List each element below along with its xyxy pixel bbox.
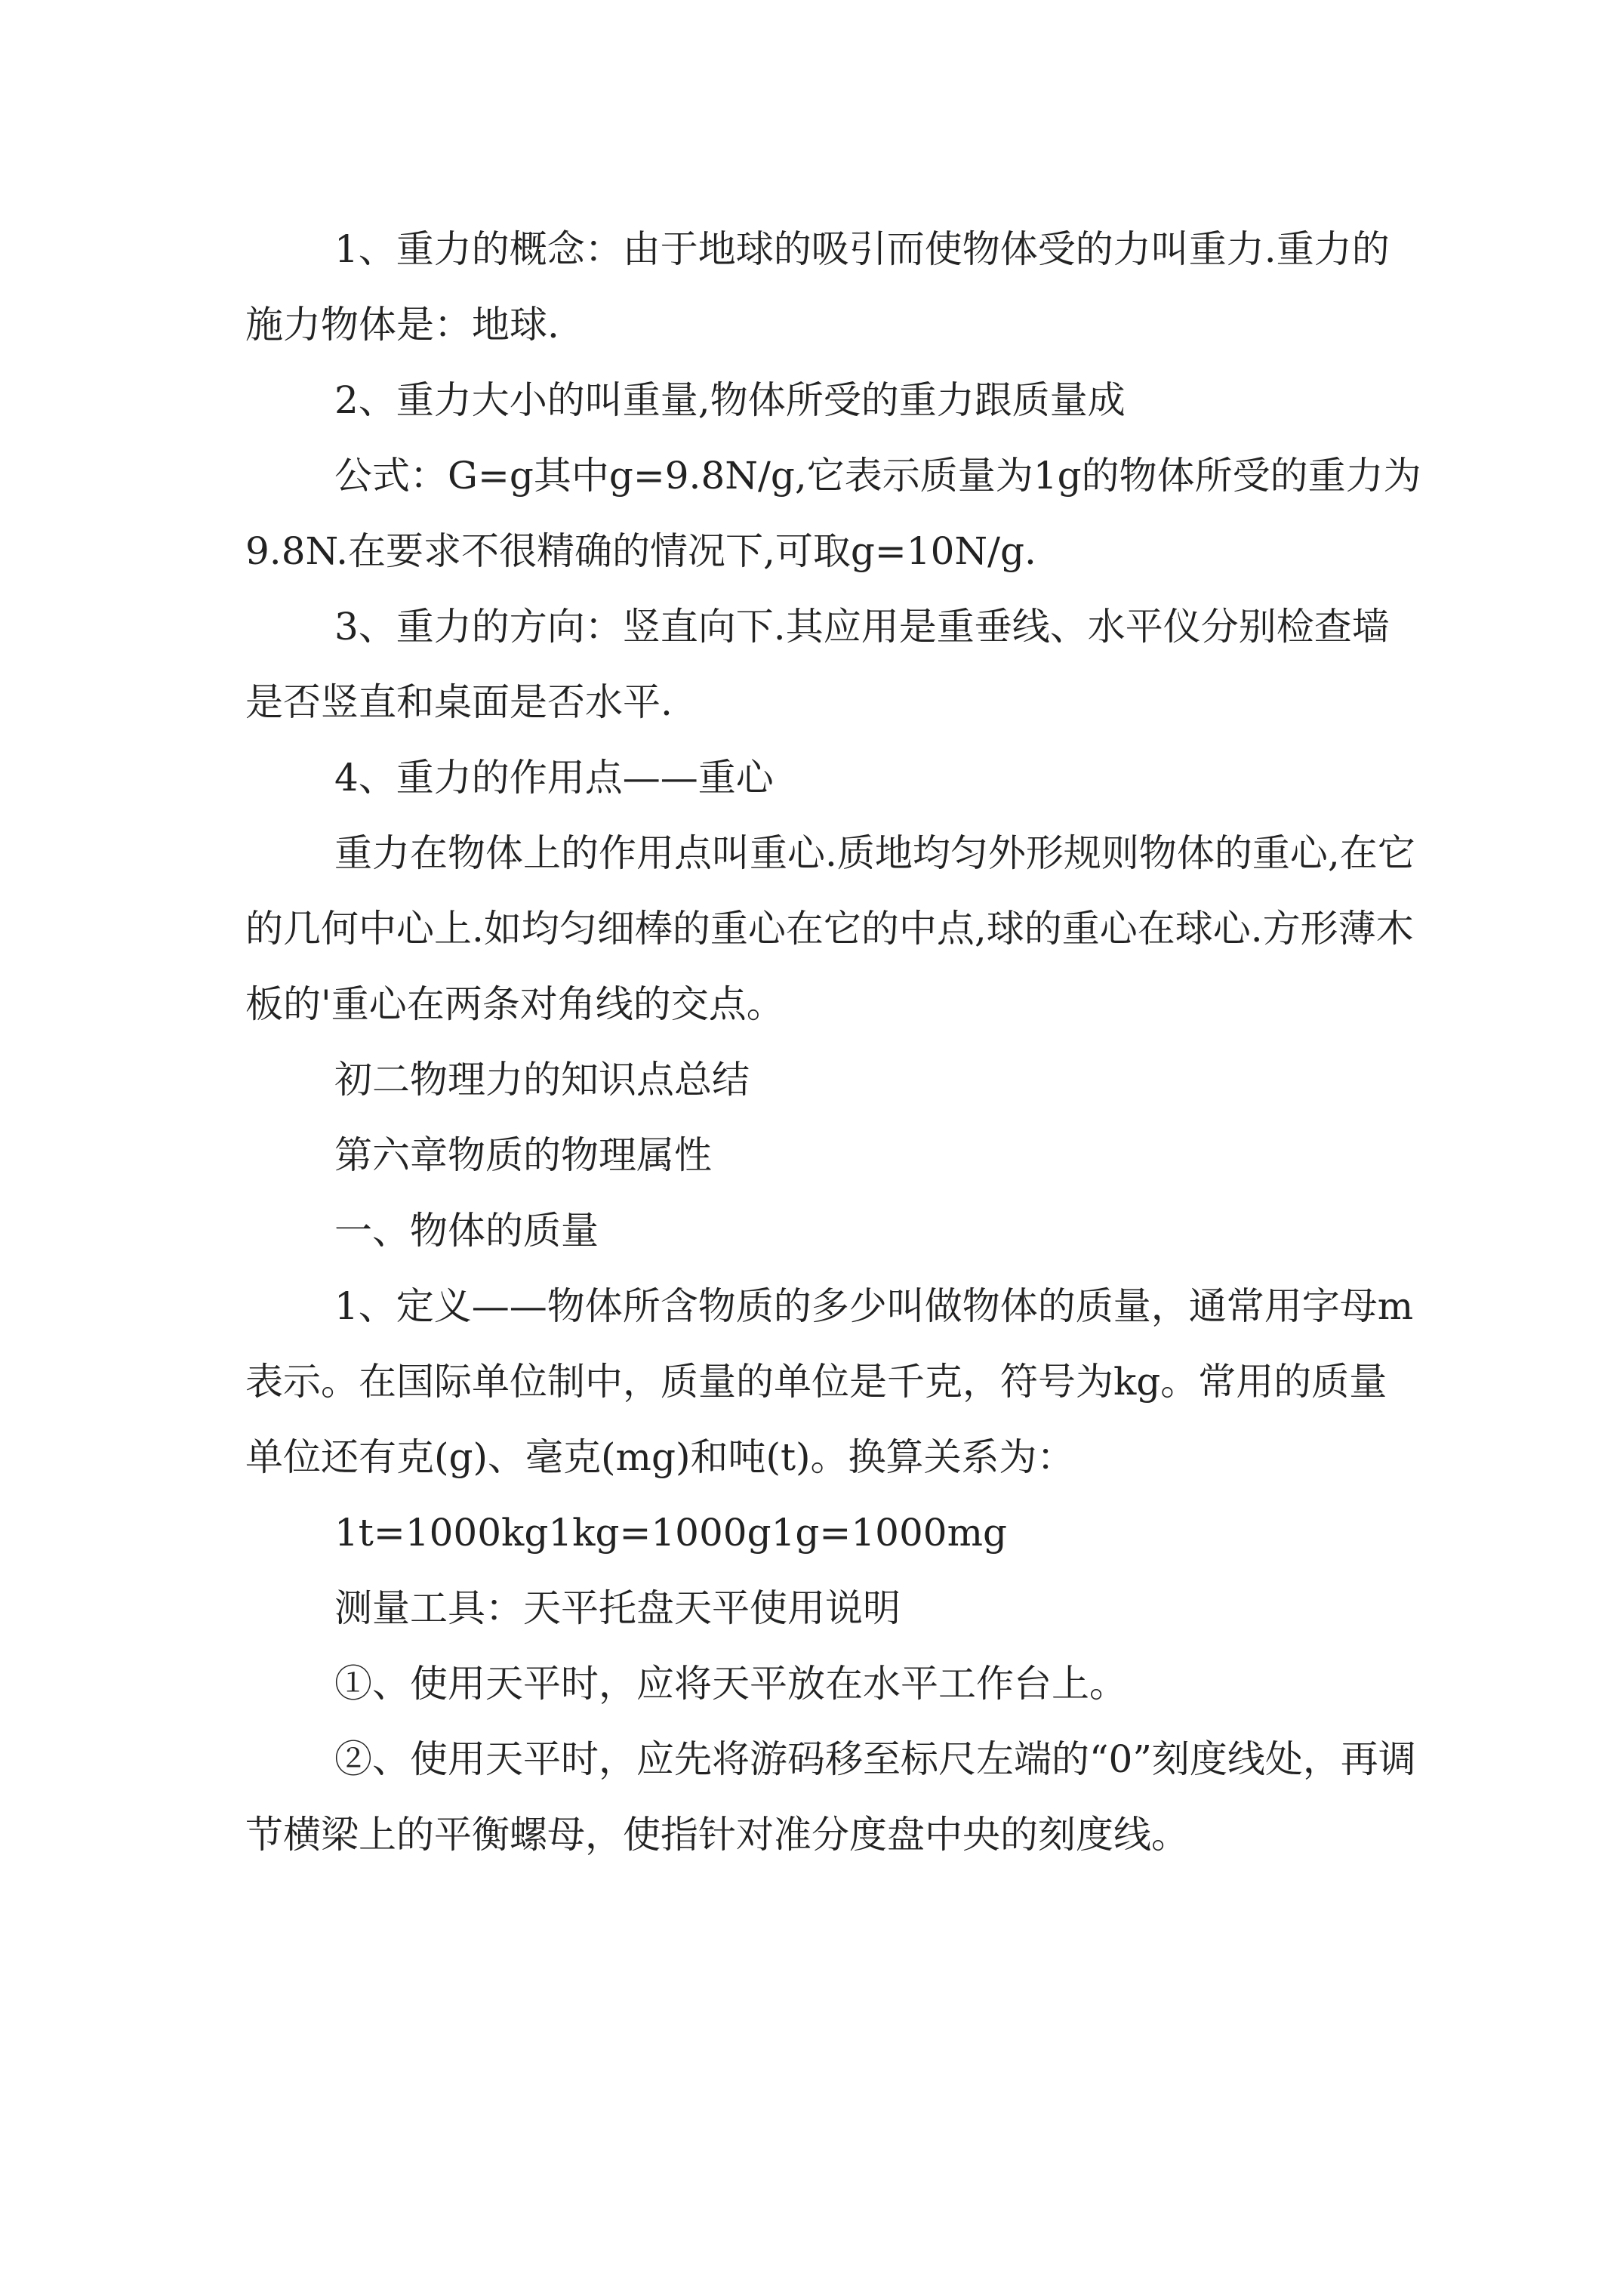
- paragraph-measuring-tool: 测量工具：天平托盘天平使用说明: [334, 1586, 901, 1630]
- paragraph-unit-conversion: 1t=1000kg1kg=1000g1g=1000mg: [334, 1511, 1007, 1555]
- paragraph-gravity-magnitude: 2、重力大小的叫重量,物体所受的重力跟质量成: [334, 378, 1126, 422]
- paragraph-balance-step-1: ①、使用天平时，应将天平放在水平工作台上。: [334, 1662, 1127, 1706]
- paragraph-center-of-gravity-heading: 4、重力的作用点——重心: [334, 756, 774, 800]
- document-body: [245, 211, 1423, 1872]
- section-title-summary: 初二物理力的知识点总结: [334, 1058, 750, 1102]
- paragraph-center-of-gravity: 重力在物体上的作用点叫重心.质地均匀外形规则物体的重心,在它的几何中心上.如均匀细棒的重心在它的中点,球的重心在球心.方形薄木板的'重心在两条对角线的交点。: [245, 831, 1415, 1026]
- chapter-title: 第六章物质的物理属性: [334, 1133, 712, 1177]
- section-heading-mass: 一、物体的质量: [334, 1209, 599, 1253]
- paragraph-gravity-formula: 公式：G=g其中g=9.8N/g,它表示质量为1g的物体所受的重力为9.8N.在要求不很精确的情况下,可取g=10N/g.: [245, 454, 1421, 573]
- paragraph-gravity-concept: 1、重力的概念：由于地球的吸引而使物体受的力叫重力.重力的施力物体是：地球.: [245, 227, 1390, 347]
- paragraph-balance-step-2: ②、使用天平时，应先将游码移至标尺左端的“0”刻度线处，再调节横梁上的平衡螺母，使指针对准分度盘中央的刻度线。: [245, 1737, 1416, 1857]
- paragraph-mass-definition: 1、定义——物体所含物质的多少叫做物体的质量，通常用字母m表示。在国际单位制中，质量的单位是千克，符号为kg。常用的质量单位还有克(g)、毫克(mg)和吨(t)。换算关系为：: [245, 1284, 1414, 1479]
- paragraph-gravity-direction: 3、重力的方向：竖直向下.其应用是重垂线、水平仪分别检查墙是否竖直和桌面是否水平.: [245, 605, 1390, 724]
